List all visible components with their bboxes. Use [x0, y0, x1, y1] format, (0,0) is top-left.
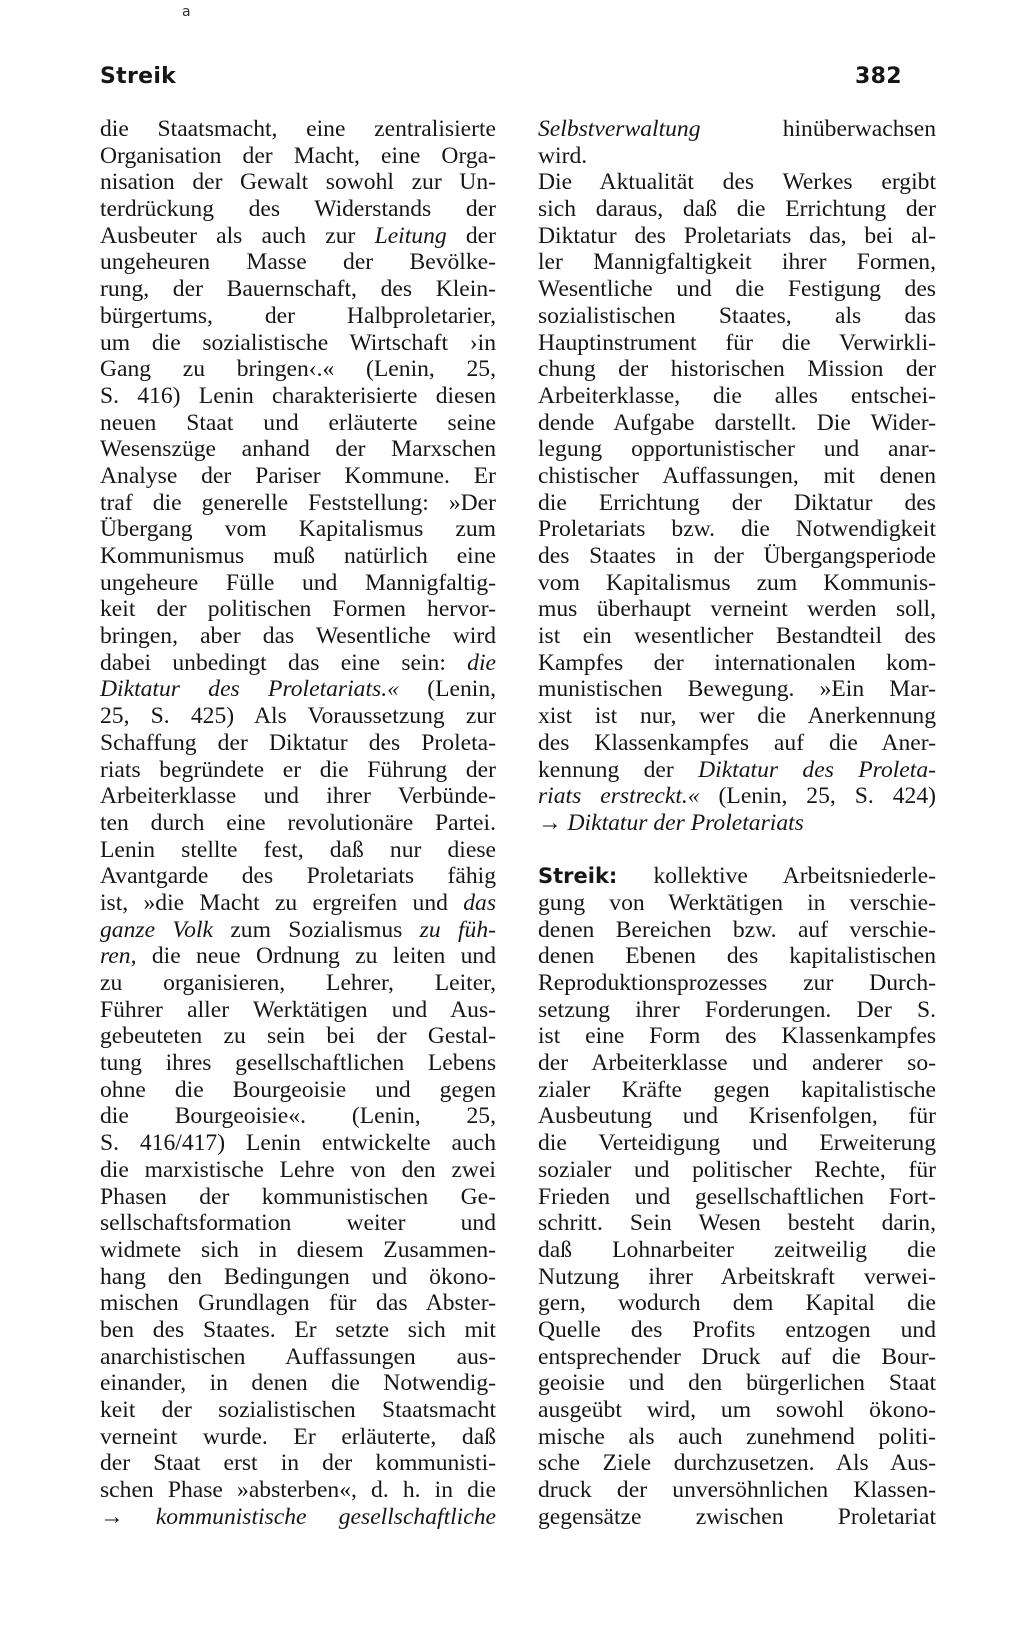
text-line: [100, 1397, 496, 1424]
text-line: [538, 757, 936, 784]
line-text: Wesenszüge anhand der Marxschen: [100, 436, 496, 463]
italic-text: riats erstreckt.«: [538, 783, 700, 810]
text-line: [538, 570, 936, 597]
line-text: kollektive Arbeitsniederle-: [617, 863, 936, 890]
line-text: legung opportunistischer und anar-: [538, 436, 936, 463]
text-line: [100, 490, 496, 517]
text-line: [538, 917, 936, 944]
line-text: ist ein wesentlicher Bestandteil des: [538, 623, 936, 650]
line-text: keit der politischen Formen hervor-: [100, 596, 496, 623]
text-line: [100, 543, 496, 570]
text-line: [100, 356, 496, 383]
italic-text: Diktatur der Proletariats: [567, 809, 804, 836]
line-text: xist ist nur, wer die Anerkennung: [538, 703, 936, 730]
line-text: Lenin stellte fest, daß nur diese: [100, 836, 496, 863]
text-line: [100, 623, 496, 650]
line-text: denen Bereichen bzw. auf verschie-: [538, 916, 936, 943]
text-line: [538, 303, 936, 330]
line-text: kennung der: [538, 756, 699, 783]
text-line: [538, 890, 936, 917]
text-line: [100, 1264, 496, 1291]
line-text: der: [446, 222, 496, 249]
line-text: vom Kapitalismus zum Kommunis-: [538, 569, 936, 596]
text-line: [100, 1344, 496, 1371]
text-line: [100, 383, 496, 410]
italic-text: kommunistische gesellschaftliche: [155, 1503, 496, 1530]
text-line: [538, 1477, 936, 1504]
line-text: Reproduktionsprozesses zur Durch-: [538, 970, 936, 996]
line-text: sche Ziele durchzusetzen. Als Aus-: [538, 1450, 936, 1477]
text-line: [538, 1237, 936, 1264]
line-text: Phasen der kommunistischen Ge-: [100, 1183, 496, 1210]
line-text: traf die generelle Feststellung: »Der: [100, 489, 496, 516]
line-text: chung der historischen Mission der: [538, 356, 936, 383]
line-text: Gang zu bringen‹.« (Lenin, 25,: [100, 356, 496, 383]
text-line: [100, 516, 496, 543]
italic-text: Diktatur des Proleta-: [698, 756, 936, 783]
text-line: [538, 116, 936, 143]
text-line: [100, 1130, 496, 1157]
text-line: [538, 1103, 936, 1130]
line-text: Übergang vom Kapitalismus zum: [100, 516, 496, 543]
text-line: [538, 276, 936, 303]
text-line: [100, 1370, 496, 1397]
line-text: sich daraus, daß die Errichtung der: [538, 196, 936, 223]
line-text: Arbeiterklasse und ihrer Verbünde-: [100, 783, 496, 810]
line-text: S. 416) Lenin charakterisierte diesen: [100, 382, 496, 409]
line-text: Die Aktualität des Werkes ergibt: [538, 169, 936, 196]
text-line: [100, 249, 496, 276]
italic-text: ganze Volk: [100, 916, 213, 943]
text-line: [100, 1237, 496, 1264]
line-text: ausgeübt wird, um sowohl ökono-: [538, 1397, 936, 1423]
line-text: Kommunismus muß natürlich eine: [100, 543, 496, 569]
italic-text: Selbstverwaltung: [538, 116, 701, 142]
text-line: [100, 650, 496, 677]
line-text: daß Lohnarbeiter zeitweilig die: [538, 1236, 936, 1263]
line-text: ungeheure Fülle und Mannigfaltig-: [100, 569, 496, 596]
line-text: die marxistische Lehre von den zwei: [100, 1156, 496, 1183]
line-text: ler Mannigfaltigkeit ihrer Formen,: [538, 249, 936, 276]
line-text: terdrückung des Widerstands der: [100, 196, 496, 223]
line-text: Arbeiterklasse, die alles entschei-: [538, 382, 936, 409]
line-text: Ausbeutung und Krisenfolgen, für: [538, 1103, 936, 1130]
text-line: [100, 570, 496, 597]
text-line: [100, 676, 496, 703]
line-text: 25, S. 425) Als Voraussetzung zur: [100, 703, 496, 730]
text-line: [538, 1370, 936, 1397]
text-line: [538, 463, 936, 490]
line-text: sellschaftsformation weiter und: [100, 1210, 496, 1237]
italic-text: das: [463, 889, 496, 916]
line-text: dende Aufgabe darstellt. Die Wider-: [538, 409, 936, 436]
line-text: schritt. Sein Wesen besteht darin,: [538, 1210, 936, 1237]
line-text: Proletariats bzw. die Notwendigkeit: [538, 516, 936, 543]
line-text: zu organisieren, Lehrer, Leiter,: [100, 970, 496, 996]
line-text: Avantgarde des Proletariats fähig: [100, 863, 496, 890]
text-line: [100, 1023, 496, 1050]
text-line: [538, 676, 936, 703]
line-text: ohne die Bourgeoisie und gegen: [100, 1076, 496, 1103]
text-line: [100, 890, 496, 917]
line-text: Hauptinstrument für die Verwirkli-: [538, 329, 936, 356]
text-line: [538, 223, 936, 250]
text-line: [538, 1290, 936, 1317]
line-text: druck der unversöhnlichen Klassen-: [538, 1477, 936, 1504]
text-line: [100, 943, 496, 970]
line-text: wird.: [538, 142, 588, 169]
text-line: [100, 1504, 496, 1531]
text-line: [100, 1157, 496, 1184]
text-line: [100, 1290, 496, 1317]
text-line: [100, 730, 496, 757]
line-text: anarchistischen Auffassungen aus-: [100, 1343, 496, 1370]
entry-headword: Streik:: [538, 864, 618, 889]
line-text: des Klassenkampfes auf die Aner-: [538, 729, 936, 756]
text-line: [538, 490, 936, 517]
text-line: [100, 463, 496, 490]
text-line: [538, 970, 936, 997]
text-line: [538, 436, 936, 463]
text-line: [538, 249, 936, 276]
text-line: [538, 1397, 936, 1424]
line-text: der Arbeiterklasse und anderer so-: [538, 1050, 936, 1077]
text-line: [538, 1130, 936, 1157]
text-line: [100, 276, 496, 303]
italic-text: die: [467, 649, 496, 676]
text-line: [100, 837, 496, 864]
text-line: [538, 1023, 936, 1050]
line-text: zum Sozialismus: [213, 916, 420, 943]
text-line: [538, 1184, 936, 1211]
text-line: [538, 1050, 936, 1077]
line-text: keit der sozialistischen Staatsmacht: [100, 1397, 496, 1423]
line-text: die Staatsmacht, eine zentralisierte: [100, 116, 496, 142]
text-line: [100, 1424, 496, 1451]
text-line: [100, 970, 496, 997]
line-text: ten durch eine revolutionäre Partei.: [100, 809, 496, 836]
text-line: [100, 1050, 496, 1077]
text-line: [538, 703, 936, 730]
italic-text: ren,: [100, 943, 137, 970]
text-line: [100, 1477, 496, 1504]
line-text: nisation der Gewalt sowohl zur Un-: [100, 169, 496, 196]
line-text: hinüberwachsen: [700, 116, 936, 142]
line-text: Ausbeuter als auch zur: [100, 222, 375, 249]
text-line: [538, 783, 936, 810]
line-text: ist, »die Macht zu ergreifen und: [100, 889, 464, 916]
text-line: [100, 997, 496, 1024]
text-line: [538, 596, 936, 623]
line-text: der Staat erst in der kommunisti-: [100, 1450, 496, 1477]
line-text: (Lenin, 25, S. 424): [699, 783, 936, 810]
text-line: [100, 863, 496, 890]
text-line: [538, 383, 936, 410]
line-text: mus überhaupt verneint werden soll,: [538, 596, 936, 623]
line-text: gern, wodurch dem Kapital die: [538, 1290, 936, 1317]
left-column: [100, 116, 496, 1530]
text-line: [538, 1344, 936, 1371]
line-text: chistischer Auffassungen, mit denen: [538, 462, 936, 489]
text-line: [538, 169, 936, 196]
text-line: [538, 1210, 936, 1237]
paragraph-gap: [538, 837, 936, 864]
text-line: [538, 943, 936, 970]
line-text: setzung ihrer Forderungen. Der S.: [538, 996, 936, 1023]
line-text: Führer aller Werktätigen und Aus-: [100, 996, 496, 1023]
text-line: [538, 1504, 936, 1531]
line-text: ungeheuren Masse der Bevölke-: [100, 249, 496, 276]
line-text: schen Phase »absterben«, d. h. in die: [100, 1477, 496, 1504]
text-line: [538, 730, 936, 757]
text-line: [100, 596, 496, 623]
text-line: [538, 863, 936, 890]
text-line: [100, 1317, 496, 1344]
text-line: [538, 1264, 936, 1291]
line-text: die neue Ordnung zu leiten und: [136, 943, 496, 970]
line-text: ben des Staates. Er setzte sich mit: [100, 1316, 496, 1343]
page-number: 382: [855, 64, 902, 89]
line-text: geoisie und den bürgerlichen Staat: [538, 1370, 936, 1397]
line-text: Wesentliche und die Festigung des: [538, 276, 936, 303]
line-text: zialer Kräfte gegen kapitalistische: [538, 1076, 936, 1103]
text-line: [538, 330, 936, 357]
line-text: verneint wurde. Er erläuterte, daß: [100, 1423, 496, 1450]
line-text: →: [100, 1503, 156, 1530]
text-line: [100, 1210, 496, 1237]
line-text: entsprechender Druck auf die Bour-: [538, 1343, 936, 1370]
line-text: Quelle des Profits entzogen und: [538, 1316, 936, 1343]
line-text: die Bourgeoisie«. (Lenin, 25,: [100, 1103, 496, 1130]
line-text: S. 416/417) Lenin entwickelte auch: [100, 1130, 496, 1157]
line-text: gegensätze zwischen Proletariat: [538, 1503, 936, 1530]
line-text: riats begründete er die Führung der: [100, 756, 496, 783]
text-line: [538, 196, 936, 223]
text-line: [538, 1077, 936, 1104]
text-line: [100, 223, 496, 250]
italic-text: zu füh-: [419, 916, 496, 943]
text-line: [538, 1424, 936, 1451]
text-line: [538, 1450, 936, 1477]
text-line: [538, 516, 936, 543]
line-text: Nutzung ihrer Arbeitskraft verwei-: [538, 1263, 936, 1290]
line-text: dabei unbedingt das eine sein:: [100, 649, 468, 676]
line-text: ist eine Form des Klassenkampfes: [538, 1023, 936, 1050]
text-line: [538, 543, 936, 570]
text-line: [538, 356, 936, 383]
line-text: einander, in denen die Notwendig-: [100, 1370, 496, 1397]
text-line: [100, 1077, 496, 1104]
line-text: widmete sich in diesem Zusammen-: [100, 1236, 496, 1263]
line-text: des Staates in der Übergangsperiode: [538, 543, 936, 569]
line-text: Organisation der Macht, eine Orga-: [100, 142, 496, 169]
italic-text: Leitung: [374, 222, 447, 249]
line-text: Schaffung der Diktatur des Proleta-: [100, 729, 496, 756]
text-line: [100, 757, 496, 784]
line-text: sozialer und politischer Rechte, für: [538, 1156, 936, 1183]
text-line: [538, 623, 936, 650]
text-line: [100, 703, 496, 730]
line-text: bürgertums, der Halbproletarier,: [100, 302, 496, 329]
top-mark: a: [182, 4, 191, 20]
line-text: denen Ebenen des kapitalistischen: [538, 943, 936, 970]
line-text: gung von Werktätigen in verschie-: [538, 889, 936, 916]
text-line: [100, 436, 496, 463]
text-line: [100, 196, 496, 223]
text-line: [100, 169, 496, 196]
text-line: [100, 143, 496, 170]
line-text: um die sozialistische Wirtschaft ›in: [100, 329, 496, 356]
line-text: rung, der Bauernschaft, des Klein-: [100, 276, 496, 303]
line-text: bringen, aber das Wesentliche wird: [100, 623, 496, 650]
text-line: [538, 143, 936, 170]
text-line: [100, 810, 496, 837]
line-text: hang den Bedingungen und ökono-: [100, 1263, 496, 1290]
line-text: (Lenin,: [398, 676, 497, 703]
line-text: mische als auch zunehmend politi-: [538, 1423, 936, 1450]
text-line: [100, 783, 496, 810]
line-text: Analyse der Pariser Kommune. Er: [100, 462, 496, 489]
text-line: [538, 810, 936, 837]
line-text: →: [538, 809, 568, 836]
italic-text: Diktatur des Proletariats.«: [100, 676, 399, 703]
text-line: [100, 410, 496, 437]
text-line: [538, 410, 936, 437]
text-line: [100, 1184, 496, 1211]
line-text: Kampfes der internationalen kom-: [538, 649, 936, 676]
line-text: neuen Staat und erläuterte seine: [100, 409, 496, 436]
text-line: [100, 917, 496, 944]
text-line: [100, 1450, 496, 1477]
line-text: die Verteidigung und Erweiterung: [538, 1130, 936, 1157]
line-text: sozialistischen Staates, als das: [538, 302, 936, 329]
text-line: [538, 997, 936, 1024]
line-text: mischen Grundlagen für das Abster-: [100, 1290, 496, 1317]
line-text: gebeuteten zu sein bei der Gestal-: [100, 1023, 496, 1050]
text-line: [100, 116, 496, 143]
text-line: [538, 1157, 936, 1184]
line-text: die Errichtung der Diktatur des: [538, 489, 936, 516]
line-text: munistischen Bewegung. »Ein Mar-: [538, 676, 936, 703]
text-line: [538, 1317, 936, 1344]
line-text: tung ihres gesellschaftlichen Lebens: [100, 1050, 496, 1077]
text-line: [100, 330, 496, 357]
text-line: [100, 1103, 496, 1130]
line-text: Frieden und gesellschaftlichen Fort-: [538, 1183, 936, 1210]
text-line: [100, 303, 496, 330]
line-text: Diktatur des Proletariats das, bei al-: [538, 222, 936, 249]
running-head: Streik: [100, 64, 177, 89]
text-line: [538, 650, 936, 677]
right-column: [538, 116, 936, 1530]
